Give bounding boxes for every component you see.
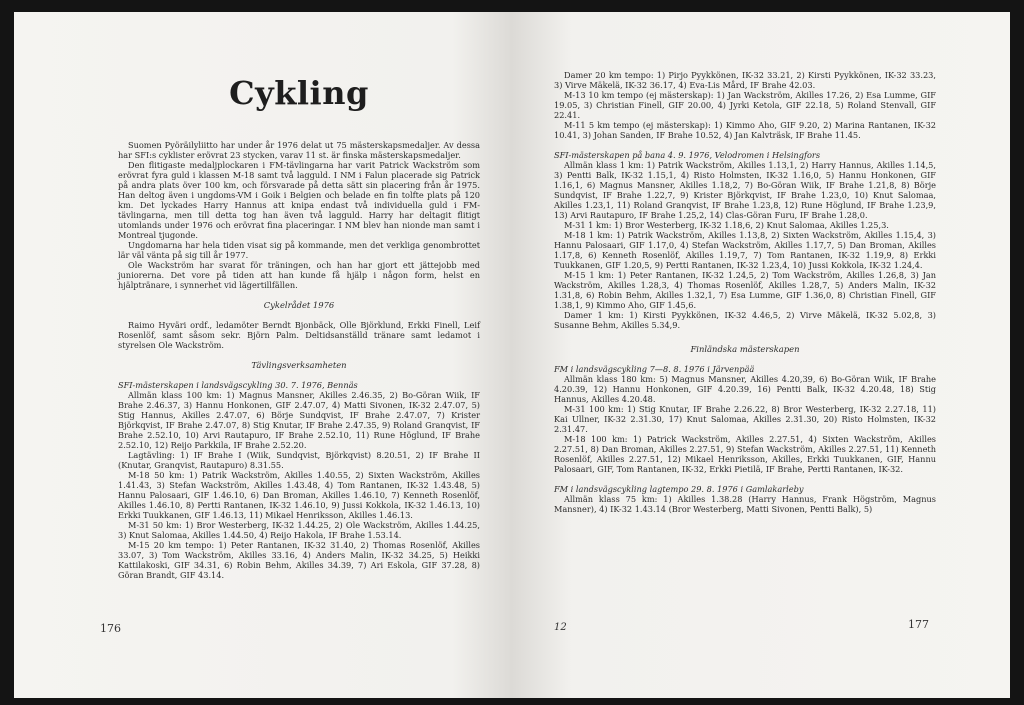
intro-paragraph: Suomen Pyöräilyliitto har under år 1976 delat ut 75 mästerskapsmedaljer. Av dessa har SFI:s cyklister erövrat 23 stycken, varav 11 st. är finska mästerskapsmedaljer.	[118, 140, 480, 160]
right-text-column	[554, 70, 936, 514]
board-heading: Cykelrådet 1976	[263, 300, 335, 310]
fm-team-heading: FM i landsvägscykling lagtempo 29. 8. 1976 i Gamlakarleby	[554, 484, 804, 494]
result-paragraph: M-15 20 km tempo: 1) Peter Rantanen, IK-32 31.40, 2) Thomas Rosenlöf, Akilles 33.07, 3) Tom Wackström, Akilles 33.16, 4) Anders Malin, IK-32 34.25, 5) Heikki Kattilakoski, GIF 34.31, 6) Robin Behm, Akilles 34.39, 7) Ari Eskola, GIF 37.28, 8) Göran Brandt, GIF 43.14.	[118, 540, 480, 580]
result-paragraph: M-18 1 km: 1) Patrik Wackström, Akilles 1.13,8, 2) Sixten Wackström, Akilles 1.15,4, 3) Hannu Palosaari, GIF 1.17,0, 4) Stefan Wackström, Akilles 1.17,7, 5) Dan Broman, Akilles 1.17,8, 6) Kenneth Rosenlöf, Akilles 1.19,7, 7) Tom Rantanen, IK-32 1.19,9, 8) Erkki Tuukkanen, GIF 1.20,5, 9) Pertti Rantanen, IK-32 1.23,4, 10) Jussi Kokkola, IK-32 1.24,4.	[554, 230, 936, 270]
right-page	[512, 12, 1010, 698]
page-number-right: 177	[908, 618, 929, 631]
small-folio: 12	[554, 622, 567, 633]
result-paragraph: M-13 10 km tempo (ej mästerskap): 1) Jan Wackström, Akilles 17.26, 2) Esa Lumme, GIF 19.05, 3) Christian Finell, GIF 20.00, 4) Jyrki Ketola, GIF 22.18, 5) Roland Stenvall, GIF 22.41.	[554, 90, 936, 120]
board-text: Raimo Hyväri ordf., ledamöter Berndt Bjonbäck, Olle Björklund, Erkki Finell, Leif Rosenlöf, samt såsom sekr. Björn Palm. Deltidsanställd tränare samt ledamot i styrelsen Ole Wackström.	[118, 320, 480, 350]
result-paragraph: Lagtävling: 1) IF Brahe I (Wiik, Sundqvist, Björkqvist) 8.20.51, 2) IF Brahe II (Knutar, Granqvist, Rautapuro) 8.31.55.	[118, 450, 480, 470]
book-spread	[14, 12, 1010, 698]
page-title: Cykling	[229, 74, 369, 112]
result-paragraph: Damer 20 km tempo: 1) Pirjo Pyykkönen, IK-32 33.21, 2) Kirsti Pyykkönen, IK-32 33.23, 3) Virve Mäkelä, IK-32 36.17, 4) Eva-Lis Mård, IF Brahe 42.03.	[554, 70, 936, 90]
result-paragraph: M-18 100 km: 1) Patrick Wackström, Akilles 2.27.51, 4) Sixten Wackström, Akilles 2.27.51, 8) Dan Broman, Akilles 2.27.51, 9) Stefan Wackström, Akilles 2.27.51, 11) Kenneth Rosenlöf, Akilles 2.27.51, 12) Mikael Henriksson, Akilles, Erkki Tuukkanen, GIF, Hannu Palosaari, GIF, Tom Rantanen, IK-32, Erkki Pietilä, IF Brahe, Pertti Rantanen, IK-32.	[554, 434, 936, 474]
finnish-championships-heading: Finländska mästerskapen	[690, 344, 800, 354]
fm-road-heading: FM i landsvägscykling 7—8. 8. 1976 i Järvenpää	[554, 364, 755, 374]
body-paragraph: Den flitigaste medaljplockaren i FM-tävlingarna har varit Patrick Wackström som erövrat fyra guld i klassen M-18 samt två lagguld. I NM i Falun placerade sig Patrick på andra plats över 100 km, och försvarade på detta sätt sin placering från år 1975. Han deltog även i ungdoms-VM i Goik i Belgien och belade en fin tolfte plats på 120 km. Det lyckades Harry Hannus att knipa endast två individuella guld i FM-tävlingarna, men till detta tog han även två lagguld. Harry har deltagit flitigt utomlands under 1976 och erövrat fina placeringar. I NM blev han nionde man samt i Montreal tjugonde.	[118, 160, 480, 240]
result-paragraph: Damer 1 km: 1) Kirsti Pyykkönen, IK-32 4.46,5, 2) Virve Mäkelä, IK-32 5.02,8, 3) Susanne Behm, Akilles 5.34,9.	[554, 310, 936, 330]
left-page	[14, 12, 512, 698]
page-number-left: 176	[100, 622, 121, 635]
result-paragraph: Allmän klass 180 km: 5) Magnus Mansner, Akilles 4.20,39, 6) Bo-Göran Wiik, IF Brahe 4.20.39, 12) Hannu Honkonen, GIF 4.20.39, 16) Pentti Balk, IK-32 4.20.48, 18) Stig Hannus, Akilles 4.20.48.	[554, 374, 936, 404]
result-paragraph: M-31 100 km: 1) Stig Knutar, IF Brahe 2.26.22, 8) Bror Westerberg, IK-32 2.27.18, 11) Kai Ullner, IK-32 2.31.30, 17) Knut Salomaa, Akilles 2.31.30, 20) Risto Holmsten, IK-32 2.31.47.	[554, 404, 936, 434]
result-paragraph: M-31 50 km: 1) Bror Westerberg, IK-32 1.44.25, 2) Ole Wackström, Akilles 1.44.25, 3) Knut Salomaa, Akilles 1.44.50, 4) Reijo Hakola, IF Brahe 1.53.14.	[118, 520, 480, 540]
track-event-heading: SFI-mästerskapen på bana 4. 9. 1976, Velodromen i Helsingfors	[554, 150, 821, 160]
result-paragraph: Allmän klass 100 km: 1) Magnus Mansner, Akilles 2.46.35, 2) Bo-Göran Wiik, IF Brahe 2.46.37, 3) Hannu Honkonen, GIF 2.47.07, 4) Matti Sivonen, IK-32 2.47.07, 5) Stig Hannus, Akilles 2.47.07, 6) Börje Sundqvist, IF Brahe 2.47.07, 7) Krister Björkqvist, IF Brahe 2.47.07, 8) Stig Knutar, IF Brahe 2.47.35, 9) Roland Granqvist, IF Brahe 2.52.10, 10) Arvi Rautapuro, IF Brahe 2.52.10, 11) Rune Höglund, IF Brahe 2.52.10, 12) Reijo Parkkila, IF Brahe 2.52.20.	[118, 390, 480, 450]
result-paragraph: Allmän klass 75 km: 1) Akilles 1.38.28 (Harry Hannus, Frank Högström, Magnus Mansner), 4) IK-32 1.43.14 (Bror Westerberg, Matti Sivonen, Pentti Balk), 5)	[554, 494, 936, 514]
body-paragraph: Ole Wackström har svarat för träningen, och han har gjort ett jättejobb med juniorerna. Det vore på tiden att han kunde få hjälp i någon form, helst en hjälptränare, i synnerhet vid lägertillfällen.	[118, 260, 480, 290]
result-paragraph: M-11 5 km tempo (ej mästerskap): 1) Kimmo Aho, GIF 9.20, 2) Marina Rantanen, IK-32 10.41, 3) Johan Sanden, IF Brahe 10.52, 4) Jan Kalvträsk, IF Brahe 11.45.	[554, 120, 936, 140]
result-paragraph: M-31 1 km: 1) Bror Westerberg, IK-32 1.18,6, 2) Knut Salomaa, Akilles 1.25,3.	[564, 220, 889, 230]
body-paragraph: Ungdomarna har hela tiden visat sig på kommande, men det verkliga genombrottet lär väl vänta på sig till år 1977.	[118, 240, 480, 260]
result-paragraph: Allmän klass 1 km: 1) Patrik Wackström, Akilles 1.13,1, 2) Harry Hannus, Akilles 1.14,5, 3) Pentti Balk, IK-32 1.15,1, 4) Risto Holmsten, IK-32 1.16,0, 5) Hannu Honkonen, GIF 1.16,1, 6) Magnus Mansner, Akilles 1.18,2, 7) Bo-Göran Wiik, IF Brahe 1.21,8, 8) Börje Sundqvist, IF Brahe 1.22,7, 9) Krister Björkqvist, IF Brahe 1.23,0, 10) Knut Salomaa, Akilles 1.23,1, 11) Roland Granqvist, IF Brahe 1.23,8, 12) Rune Höglund, IF Brahe 1.23,9, 13) Arvi Rautapuro, IF Brahe 1.25,2, 14) Clas-Göran Furu, IF Brahe 1.28,0.	[554, 160, 936, 220]
result-paragraph: M-15 1 km: 1) Peter Rantanen, IK-32 1.24,5, 2) Tom Wackström, Akilles 1.26,8, 3) Jan Wackström, Akilles 1.28,3, 4) Thomas Rosenlöf, Akilles 1.28,7, 5) Anders Malin, IK-32 1.31,8, 6) Robin Behm, Akilles 1.32,1, 7) Esa Lumme, GIF 1.36,0, 8) Christian Finell, GIF 1.38,1, 9) Kimmo Aho, GIF 1.45,6.	[554, 270, 936, 310]
left-text-column	[118, 140, 480, 580]
activity-heading: Tävlingsverksamheten	[251, 360, 347, 370]
event-heading: SFI-mästerskapen i landsvägscykling 30. 7. 1976, Bennäs	[118, 380, 358, 390]
result-paragraph: M-18 50 km: 1) Patrik Wackström, Akilles 1.40.55, 2) Sixten Wackström, Akilles 1.41.43, 3) Stefan Wackström, Akilles 1.43.48, 4) Tom Rantanen, IK-32 1.43.48, 5) Hannu Palosaari, GIF 1.46.10, 6) Dan Broman, Akilles 1.46.10, 7) Kenneth Rosenlöf, Akilles 1.46.10, 8) Pertti Rantanen, IK-32 1.46.10, 9) Jussi Kokkola, IK-32 1.46.13, 10) Erkki Tuukkanen, GIF 1.46.13, 11) Mikael Henriksson, Akilles 1.46.13.	[118, 470, 480, 520]
